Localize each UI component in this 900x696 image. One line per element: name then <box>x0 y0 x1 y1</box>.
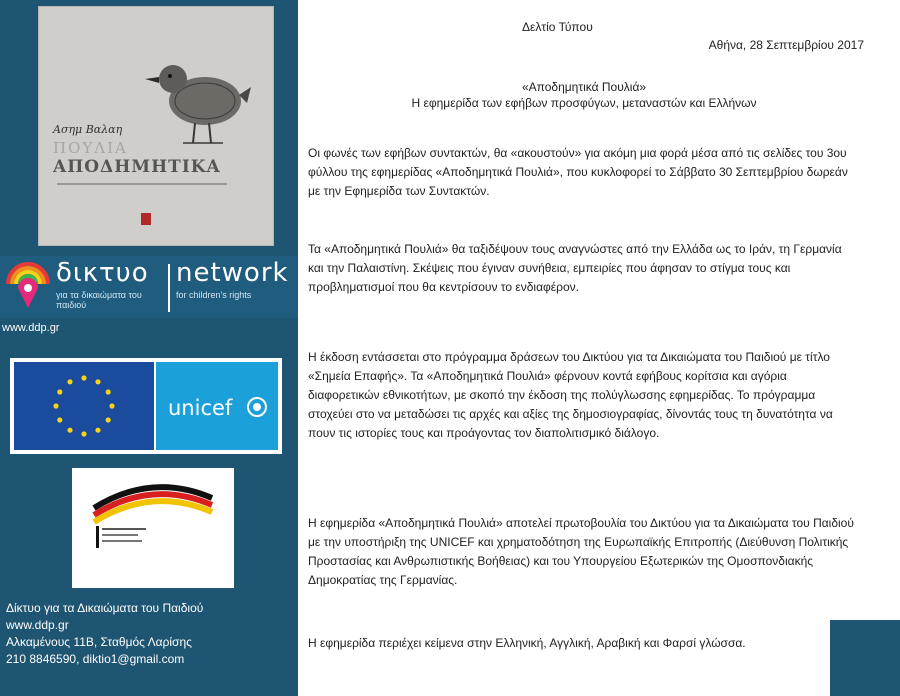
network-greek-tagline: για τα δικαιώματα του παιδιού <box>56 290 142 310</box>
book-title: ΠΟΥΛΙΑ <box>53 139 128 157</box>
unicef-logo <box>156 362 278 450</box>
eu-star-icon <box>95 428 100 433</box>
network-banner[interactable] <box>0 256 298 318</box>
unicef-wordmark: unicef <box>168 396 233 420</box>
german-foreign-office-logo <box>72 468 234 588</box>
eu-star-icon <box>57 417 62 422</box>
eu-flag-logo <box>14 362 154 450</box>
eu-star-icon <box>95 379 100 384</box>
bird-illustration <box>143 43 253 153</box>
publisher-logo <box>141 213 151 225</box>
paragraph-3: Η έκδοση εντάσσεται στο πρόγραμμα δράσεων του Δικτύου για τα Δικαιώματα του Παιδιού με τίτλο «Σημεία Επαφής». Τα «Αποδημητικά Πουλιά» φέρνουν κοντά εφήβους κορίτσια και αγόρια διαφορετικών εθνικοτήτων, με σκοπό την έκδοση της πολύγλωσσης εφημερίδας. Το πρόγραμμα στοχεύει στο να μεταδώσει τις αρχές και αξίες της δημοσιογραφίας, δίνοντάς τους τη δυνατότητα να πουν τις ιστορίες τους και προάγοντας τον διαπολιτισμικό διάλογο. <box>308 350 833 440</box>
document-subtitle: Η εφημερίδα των εφήβων προσφύγων, μεταναστών και Ελλήνων <box>411 96 757 110</box>
eu-unicef-logos <box>10 358 282 454</box>
press-release-label: Δελτίο Τύπου <box>522 20 593 34</box>
eu-star-icon <box>53 403 58 408</box>
paragraph-2: Τα «Αποδημητικά Πουλιά» θα ταξιδέψουν τους αναγνώστες από την Ελλάδα ως το Ιράν, τη Γερμανία και την Παλαιστίνη. Σκέψεις που έγιναν συνήθεια, εμπειρίες που άφησαν το στίγμα τους και προβληματισμοί που θα κεντρίσουν το ενδιαφέρον. <box>308 242 842 294</box>
contact-address: Αλκαμένους 11Β, Σταθμός Λαρίσης <box>6 635 192 649</box>
contact-phone-email[interactable]: 210 8846590, diktio1@gmail.com <box>6 652 185 666</box>
eu-star-icon <box>106 389 111 394</box>
rainbow-location-icon <box>4 260 52 314</box>
sidebar <box>0 0 298 696</box>
eu-star-icon <box>109 403 114 408</box>
eu-star-icon <box>106 417 111 422</box>
book-underline <box>57 183 227 185</box>
eu-star-icon <box>67 428 72 433</box>
document-title: «Αποδημητικά Πουλιά» <box>521 80 647 94</box>
press-release <box>304 0 864 696</box>
book-author: Ασημ Βαλαη <box>53 123 123 136</box>
network-greek-wordmark: δικτυο <box>56 258 149 288</box>
book-subtitle: ΑΠΟΔΗΜΗΤΙΚΑ <box>53 157 221 177</box>
eu-star-icon <box>81 375 86 380</box>
network-english-wordmark: network <box>176 258 289 288</box>
website-link[interactable]: www.ddp.gr <box>2 322 60 334</box>
contact-info <box>6 600 203 668</box>
corner-decoration <box>830 620 900 696</box>
contact-website[interactable]: www.ddp.gr <box>6 618 69 632</box>
paragraph-4: Η εφημερίδα «Αποδημητικά Πουλιά» αποτελεί πρωτοβουλία του Δικτύου για τα Δικαιώματα του Παιδιού με την υποστήριξη της UNICEF και χρηματοδότηση της Ευρωπαϊκής Επιτροπής (Διεύθυνση Πολιτικής Προστασίας και Ανθρωπιστικής Βοήθειας) και του Υπουργείου Εξωτερικών της Ομοσπονδιακής Δημοκρατίας της Γερμανίας. <box>308 516 854 587</box>
paragraph-5: Η εφημερίδα περιέχει κείμενα στην Ελληνική, Αγγλική, Αραβική και Φαρσί γλώσσα. <box>308 636 746 650</box>
dateline: Αθήνα, 28 Σεπτεμβρίου 2017 <box>708 38 864 52</box>
eu-stars-icon <box>14 362 154 450</box>
unicef-globe-icon <box>246 396 268 418</box>
eu-star-icon <box>67 379 72 384</box>
contact-organization: Δίκτυο για τα Δικαιώματα του Παιδιού <box>6 601 204 615</box>
eu-star-icon <box>57 389 62 394</box>
network-english-tagline: for children's rights <box>176 290 252 300</box>
book-cover-image <box>38 6 274 246</box>
eu-star-icon <box>81 431 86 436</box>
german-flag-ribbon-icon <box>72 468 234 588</box>
network-divider <box>168 264 170 312</box>
paragraph-1: Οι φωνές των εφήβων συντακτών, θα «ακουστούν» για ακόμη μια φορά μέσα από τις σελίδες του 3ου φύλλου της εφημερίδας «Αποδημητικά Πουλιά», που κυκλοφορεί το Σάββατο 30 Σεπτεμβρίου δωρεάν με την Εφημερίδα των Συντακτών. <box>308 146 848 198</box>
